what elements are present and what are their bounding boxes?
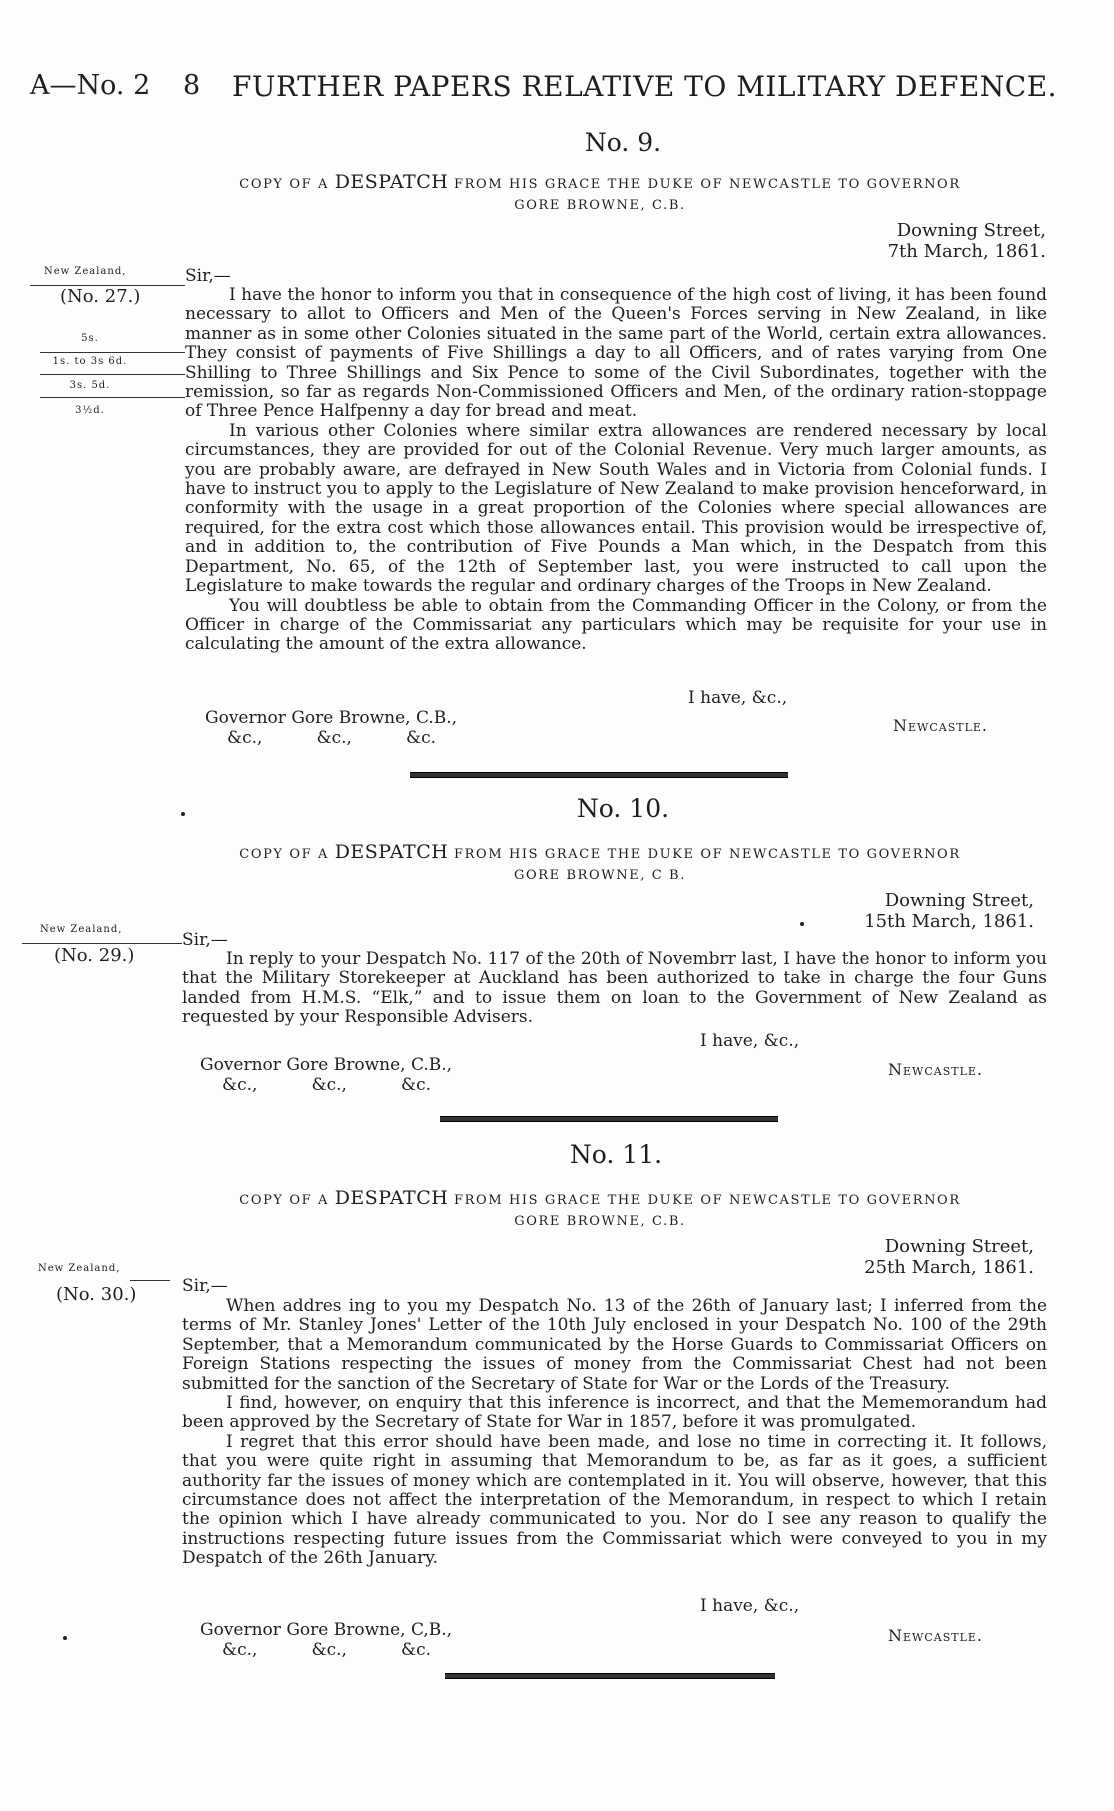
margin-colony: New Zealand, — [40, 924, 123, 935]
paragraph: You will doubtless be able to obtain from the Commanding Officer in the Colony, or from the Officer in charge of the Commissariat any particulars which may be requisite for your use in calculating the amount of the extra allowance. — [185, 595, 1047, 655]
print-speck — [181, 812, 185, 816]
address-date: 25th March, 1861. — [864, 1257, 1034, 1278]
despatch-body — [182, 950, 1047, 1028]
despatch-body — [182, 1297, 1047, 1569]
heading-prefix: COPY OF A — [239, 1193, 329, 1208]
heading-despatch-word: DESPATCH — [334, 841, 449, 863]
despatch-heading — [160, 1188, 1040, 1232]
paragraph: I find, however, on enquiry that this inference is incorrect, and that the Mememorandum had been approved by the Secretary of State for War in 1857, before it was promulgated. — [182, 1393, 1047, 1433]
closing: I have, &c., — [700, 1596, 800, 1616]
margin-note: 5s. — [81, 333, 99, 344]
addressee-etc: &c., &c., &c. — [227, 728, 437, 748]
margin-colony: New Zealand, — [38, 1263, 121, 1274]
heading-line2: GORE BROWNE, C.B. — [514, 198, 686, 213]
margin-note: 1s. to 3s 6d. — [52, 356, 128, 367]
document-reference: A—No. 2 — [30, 70, 151, 101]
paragraph: In various other Colonies where similar extra allowances are rendered necessary by local circumstances, they are provided for out of the Colonial Revenue. Very much larger amounts, as you are probably aware, are defrayed in New South Wales and in Victoria from Colonial funds. I have to instruct you to apply to the Legislature of New Zealand to make provision henceforward, in conformity with the usage in a great proportion of the Colonies where special allowances are required, for the extra cost which those allowances entail. This provision would be irrespective of, and in addition to, the contribution of Five Pounds a Man which, in the Despatch from this Department, No. 65, of the 12th of September last, you were instructed to call upon the Legislature to make towards the regular and ordinary charges of the Troops in New Zealand. — [185, 420, 1047, 597]
despatch-address — [734, 890, 1034, 932]
addressee — [200, 1055, 452, 1095]
separator-rule — [410, 772, 788, 778]
margin-note: 3s. 5d. — [69, 380, 111, 391]
margin-rule — [130, 1280, 170, 1281]
addressee-etc: &c., &c., &c. — [222, 1075, 432, 1095]
paragraph: I have the honor to inform you that in consequence of the high cost of living, it has been found necessary to allot to Officers and Men of the Queen's Forces serving in New Zealand, in like manner as in some other Colonies situated in the same part of the World, certain extra allowances. They consist of payments of Five Shillings a day to all Officers, and of rates varying from One Shilling to Three Shillings and Six Pence to some of the Civil Subordinates, together with the remission, so far as regards Non-Commissioned Officers and Men, of the ordinary ration-stoppage of Three Pence Halfpenny a day for bread and meat. — [185, 285, 1047, 422]
addressee-name: Governor Gore Browne, C,B., — [200, 1620, 453, 1640]
closing: I have, &c., — [688, 688, 788, 708]
despatch-number: No. 11. — [569, 1140, 663, 1169]
heading-suffix: FROM HIS GRACE THE DUKE OF NEWCASTLE TO GOVERNOR — [454, 1193, 961, 1208]
heading-despatch-word: DESPATCH — [334, 1187, 449, 1209]
despatch-heading — [160, 842, 1040, 886]
margin-rule — [40, 374, 185, 375]
signature: Newcastle. — [888, 1060, 983, 1079]
address-date: 15th March, 1861. — [864, 911, 1034, 932]
print-speck — [63, 1636, 67, 1640]
paragraph: When addres ing to you my Despatch No. 13 of the 26th of January last; I inferred from the terms of Mr. Stanley Jones' Letter of the 10th July enclosed in your Despatch No. 100 of the 29th September, that a Memorandum communicated by the Horse Guards to Commissariat Officers on Foreign Stations respecting the issues of money from the Commissariat Chest had not been submitted for the sanction of the Secretary of State for War or the Lords of the Treasury. — [182, 1296, 1047, 1394]
closing: I have, &c., — [700, 1031, 800, 1051]
separator-rule — [445, 1673, 775, 1679]
address-place: Downing Street, — [884, 1236, 1034, 1257]
despatch-address — [734, 1236, 1034, 1278]
heading-prefix: COPY OF A — [239, 177, 329, 192]
salutation: Sir,— — [185, 266, 231, 286]
salutation: Sir,— — [182, 1276, 228, 1296]
despatch-number: No. 9. — [584, 128, 662, 157]
heading-suffix: FROM HIS GRACE THE DUKE OF NEWCASTLE TO GOVERNOR — [454, 847, 961, 862]
margin-rule — [22, 943, 182, 944]
heading-despatch-word: DESPATCH — [334, 171, 449, 193]
addressee — [200, 1620, 452, 1660]
signature: Newcastle. — [893, 716, 988, 735]
signature: Newcastle. — [888, 1626, 983, 1645]
margin-note: 3½d. — [75, 405, 105, 416]
paragraph: In reply to your Despatch No. 117 of the 20th of Novembrr last, I have the honor to inform you that the Military Storekeeper at Auckland has been authorized to take in charge the four Guns landed from H.M.S. “Elk,” and to issue them on loan to the Government of New Zealand as requested by your Responsible Advisers. — [182, 949, 1047, 1028]
addressee-name: Governor Gore Browne, C.B., — [200, 1055, 453, 1075]
despatch-body — [185, 286, 1047, 655]
page-title: FURTHER PAPERS RELATIVE TO MILITARY DEFENCE. — [232, 70, 1058, 103]
address-place: Downing Street, — [896, 220, 1046, 241]
salutation: Sir,— — [182, 930, 228, 950]
margin-colony: New Zealand, — [44, 266, 127, 277]
heading-line2: GORE BROWNE, C.B. — [514, 1214, 686, 1229]
page-number: 8 — [183, 70, 201, 101]
margin-reference: (No. 27.) — [60, 286, 141, 307]
margin-rule — [40, 397, 185, 398]
addressee-name: Governor Gore Browne, C.B., — [205, 708, 458, 728]
despatch-address — [746, 220, 1046, 262]
print-speck — [800, 922, 804, 926]
heading-prefix: COPY OF A — [239, 847, 329, 862]
heading-suffix: FROM HIS GRACE THE DUKE OF NEWCASTLE TO GOVERNOR — [454, 177, 961, 192]
addressee-etc: &c., &c., &c. — [222, 1640, 432, 1660]
separator-rule — [440, 1116, 778, 1122]
address-place: Downing Street, — [884, 890, 1034, 911]
addressee — [205, 708, 457, 748]
margin-rule — [40, 352, 185, 353]
address-date: 7th March, 1861. — [887, 241, 1046, 262]
paragraph: I regret that this error should have been made, and lose no time in correcting it. It follows, that you were quite right in assuming that Memorandum to be, as far as it goes, a sufficient authority far the issues of money which are contemplated in it. You will observe, however, that this circumstance does not affect the interpretation of the Memorandum, in respect to which I retain the opinion which I have already communicated to you. Nor do I see any reason to qualify the instructions respecting future issues from the Commissariat which were conveyed to you in my Despatch of the 26th January. — [182, 1431, 1047, 1569]
margin-reference: (No. 30.) — [56, 1284, 137, 1305]
despatch-number: No. 10. — [576, 794, 670, 823]
margin-reference: (No. 29.) — [54, 945, 135, 966]
despatch-heading — [160, 172, 1040, 216]
heading-line2: GORE BROWNE, C B. — [514, 868, 686, 883]
